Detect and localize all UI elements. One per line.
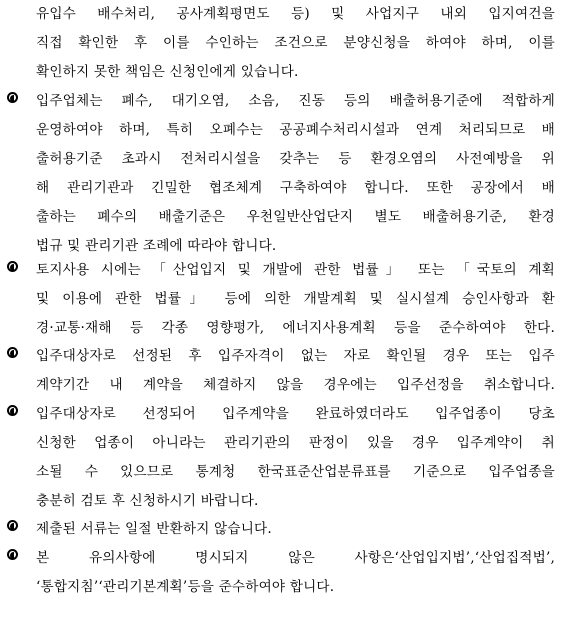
paragraph-text: [36, 400, 555, 516]
text-line: 경·교통·재해 등 각종 영향평가, 에너지사용계획 등을 준수하여야 한다.: [36, 320, 555, 336]
paragraph-text: [36, 544, 555, 602]
text-line: 유입수 배수처리, 공사계획평면도 등) 및 사업지구 내외 입지여건을: [36, 6, 555, 22]
text-line: 확인하지 못한 책임은 신청인에게 있습니다.: [36, 64, 299, 80]
paragraph-text: [36, 87, 555, 261]
text-line: 해 관리기관과 긴밀한 협조체계 구축하여야 합니다. 또한 공장에서 배: [36, 180, 555, 196]
text-line: ‘통합지침’‘관리기본계획’등을 준수하여야 합니다.: [36, 579, 335, 595]
text-line: 신청한 업종이 아니라는 관리기관의 판정이 있을 경우 입주계약이 취: [36, 435, 555, 451]
circle-bullet-icon: [7, 405, 18, 416]
text-line: 제출된 서류는 일절 반환하지 않습니다.: [36, 521, 272, 537]
text-line: 법규 및 관리기관 조례에 따라야 합니다.: [36, 238, 277, 254]
paragraph-text: [36, 256, 555, 343]
paragraph-text: [36, 515, 555, 544]
text-line: 토지사용 시에는 「산업입지 및 개발에 관한 법률」 또는 「국토의 계획: [36, 262, 555, 278]
circle-bullet-icon: [7, 520, 18, 531]
text-line: 소될 수 있으므로 통계청 한국표준산업분류표를 기준으로 입주업종을: [36, 464, 555, 480]
circle-bullet-icon: [7, 261, 18, 272]
text-line: 운영하여야 하며, 특히 오폐수는 공공폐수처리시설과 연계 처리되므로 배: [36, 122, 555, 138]
paragraph-text: [36, 0, 555, 87]
text-line: 출하는 폐수의 배출기준은 우천일반산업단지 별도 배출허용기준, 환경: [36, 209, 555, 225]
text-line: 입주대상자로 선정되어 입주계약을 완료하였더라도 입주업종이 당초: [36, 406, 555, 422]
text-line: 입주업체는 폐수, 대기오염, 소음, 진동 등의 배출허용기준에 적합하게: [36, 93, 555, 109]
circle-bullet-icon: [7, 549, 18, 560]
circle-bullet-icon: [7, 347, 18, 358]
text-line: 본 유의사항에 명시되지 않은 사항은‘산업입지법’,‘산업집적법’,: [36, 550, 555, 566]
text-line: 및 이용에 관한 법률」 등에 의한 개발계획 및 실시설계 승인사항과 환: [36, 291, 555, 307]
circle-bullet-icon: [7, 92, 18, 103]
text-line: 입주대상자로 선정된 후 입주자격이 없는 자로 확인될 경우 또는 입주: [36, 348, 555, 364]
text-line: 직접 확인한 후 이를 수인하는 조건으로 분양신청을 하여야 하며, 이를: [36, 35, 555, 51]
text-line: 계약기간 내 계약을 체결하지 않을 경우에는 입주선정을 취소합니다.: [36, 377, 555, 393]
text-line: 충분히 검토 후 신청하시기 바랍니다.: [36, 493, 259, 509]
text-line: 출허용기준 초과시 전처리시설을 갖추는 등 환경오염의 사전예방을 위: [36, 151, 555, 167]
paragraph-text: [36, 342, 555, 400]
